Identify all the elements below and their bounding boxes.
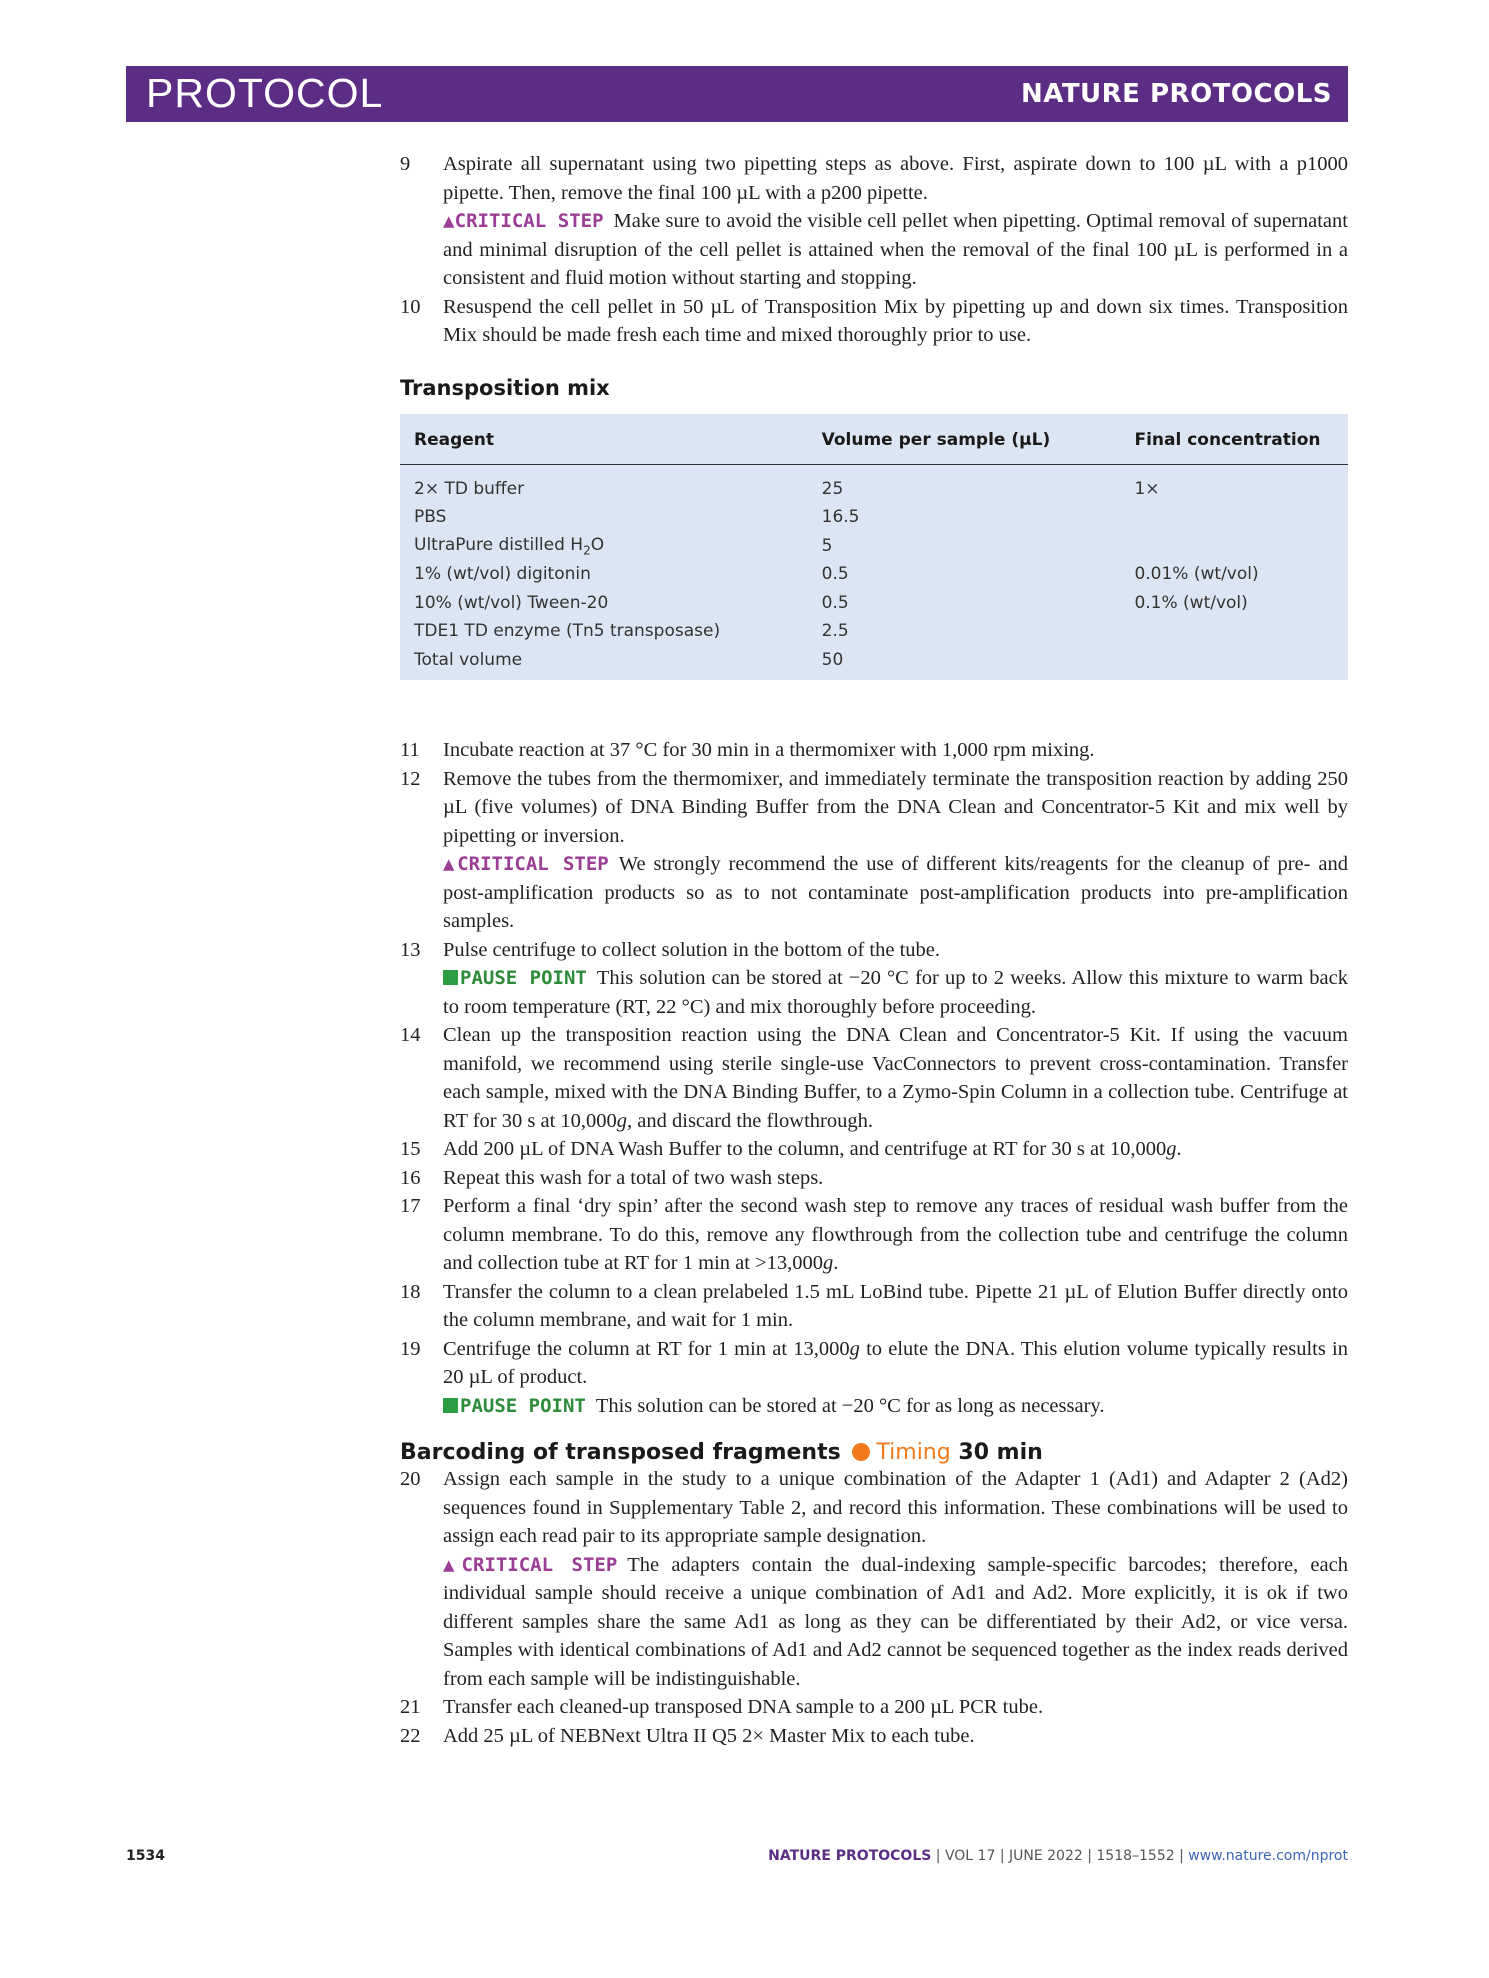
table-row <box>400 646 1348 675</box>
pause-point-note <box>443 1392 1348 1421</box>
table-row <box>400 532 1348 561</box>
critical-step-note <box>443 207 1348 293</box>
step-11 <box>400 736 1348 765</box>
journal-url-link[interactable]: www.nature.com/nprot <box>1188 1848 1348 1864</box>
step-number: 14 <box>400 1024 421 1046</box>
step-number: 9 <box>400 153 411 175</box>
pause-point-note <box>443 964 1348 1021</box>
citation <box>768 1848 1348 1864</box>
step-number: 22 <box>400 1724 421 1747</box>
step-number: 16 <box>400 1166 421 1189</box>
cell-reagent: 1% (wt/vol) digitonin <box>414 564 591 585</box>
timing-dot-icon <box>852 1443 870 1461</box>
step-20 <box>400 1465 1348 1693</box>
warning-triangle-icon: ▲ <box>443 210 455 232</box>
transposition-mix-table <box>400 414 1348 681</box>
step-9 <box>400 150 1348 293</box>
step-text: Aspirate all supernatant using two pipetting steps as above. First, aspirate down to 100 µL with a p1000 pipette. Then, remove the final 100 µL with a p200 pipette. <box>443 153 1348 204</box>
section-heading-barcoding <box>400 1440 1348 1465</box>
column-header-concentration: Final concentration <box>1120 414 1348 465</box>
cell-reagent: PBS <box>414 507 447 528</box>
header-journal-name: NATURE PROTOCOLS <box>1020 79 1332 109</box>
step-text: Add 200 µL of DNA Wash Buffer to the column, and centrifuge at RT for 30 s at 10,000g. <box>443 1138 1182 1160</box>
step-text: Clean up the transposition reaction using the DNA Clean and Concentrator-5 Kit. If using the vacuum manifold, we recommend using sterile single-use VacConnectors to prevent cross-contamination. Transfer each sample, mixed with the DNA Binding Buffer, to a Zymo-Spin Column in a collection tube. Centrifuge at RT for 30 s at 10,000g, and discard the flowthrough. <box>443 1024 1348 1132</box>
step-text: Perform a final ‘dry spin’ after the second wash step to remove any traces of residual wash buffer from the column membrane. To do this, remove any flowthrough from the collection tube and centrifuge the column and collection tube at RT for 1 min at >13,000g. <box>443 1195 1348 1274</box>
table-title: Transposition mix <box>400 375 610 400</box>
step-text: Resuspend the cell pellet in 50 µL of Transposition Mix by pipetting up and down six times. Transposition Mix should be made fresh each time and mixed thoroughly prior to use. <box>443 295 1348 346</box>
cell-reagent: TDE1 TD enzyme (Tn5 transposase) <box>414 621 721 642</box>
cell-reagent: 2× TD buffer <box>414 478 525 499</box>
footer-journal: NATURE PROTOCOLS <box>768 1848 932 1864</box>
pause-square-icon <box>443 1398 458 1413</box>
step-number: 18 <box>400 1280 421 1303</box>
table-row <box>400 589 1348 618</box>
step-14 <box>400 1021 1348 1135</box>
cell-concentration: 0.1% (wt/vol) <box>1134 592 1248 613</box>
table-row <box>400 503 1348 532</box>
pause-point-text: This solution can be stored at −20 °C for up to 2 weeks. Allow this mixture to warm back to room temperature (RT, 22 °C) and mix thoroughly before proceeding. <box>443 967 1348 1018</box>
timing-value: 30 min <box>958 1440 1043 1465</box>
cell-volume: 0.5 <box>821 564 849 585</box>
cell-volume: 5 <box>821 535 833 556</box>
pause-point-label: PAUSE POINT <box>443 1395 586 1417</box>
cell-volume: 0.5 <box>821 592 849 613</box>
column-header-volume: Volume per sample (µL) <box>808 414 1121 465</box>
step-number: 21 <box>400 1696 421 1718</box>
step-number: 13 <box>400 938 421 961</box>
step-text: Pulse centrifuge to collect solution in the bottom of the tube. <box>443 938 941 961</box>
critical-step-label: ▲CRITICAL STEP <box>443 853 609 875</box>
cell-concentration <box>1120 617 1348 646</box>
critical-step-text: We strongly recommend the use of different kits/reagents for the cleanup of pre- and post-amplification products so as to not contaminate post-amplification products into pre-amplification samples. <box>443 853 1348 932</box>
critical-step-label: ▲CRITICAL STEP <box>443 1553 618 1576</box>
main-content <box>400 150 1348 1750</box>
step-18 <box>400 1278 1348 1335</box>
step-21 <box>400 1693 1348 1722</box>
cell-reagent: UltraPure distilled $H_2O$ <box>414 534 605 557</box>
timing-label: Timing <box>876 1440 951 1465</box>
warning-triangle-icon: ▲ <box>443 853 458 875</box>
header-section-label: PROTOCOL <box>146 70 384 116</box>
warning-triangle-icon: ▲ <box>443 1553 462 1576</box>
cell-concentration: 1× <box>1134 478 1160 499</box>
critical-step-label: ▲CRITICAL STEP <box>443 210 604 232</box>
table-row <box>400 617 1348 646</box>
pause-point-text: This solution can be stored at −20 °C for as long as necessary. <box>595 1394 1105 1417</box>
column-header-reagent: Reagent <box>400 414 808 465</box>
cell-concentration <box>1120 503 1348 532</box>
step-12 <box>400 765 1348 936</box>
step-text: Repeat this wash for a total of two wash steps. <box>443 1166 824 1189</box>
step-text: Centrifuge the column at RT for 1 min at 13,000g to elute the DNA. This elution volume typically results in 20 µL of product. <box>443 1337 1348 1388</box>
pause-square-icon <box>443 970 458 985</box>
cell-concentration <box>1120 532 1348 561</box>
cell-volume: 16.5 <box>821 507 860 528</box>
step-text: Assign each sample in the study to a unique combination of the Adapter 1 (Ad1) and Adapter 2 (Ad2) sequences found in Supplementary Table 2, and record this information. These combinations will be used to assign each read pair to its appropriate sample designation. <box>443 1468 1348 1547</box>
step-number: 12 <box>400 767 421 790</box>
footer-volume-info: | VOL 17 | JUNE 2022 | 1518–1552 | <box>931 1848 1189 1864</box>
pause-point-label: PAUSE POINT <box>443 967 587 989</box>
step-number: 20 <box>400 1468 421 1490</box>
critical-step-text: Make sure to avoid the visible cell pellet when pipetting. Optimal removal of supernatant and minimal disruption of the cell pellet is attained when the removal of the final 100 µL is performed in a consistent and fluid motion without starting and stopping. <box>443 210 1348 289</box>
cell-volume: 2.5 <box>821 621 849 642</box>
step-16 <box>400 1164 1348 1193</box>
cell-reagent: Total volume <box>414 649 523 670</box>
step-19 <box>400 1335 1348 1421</box>
step-15 <box>400 1135 1348 1164</box>
cell-volume: 50 <box>821 649 844 670</box>
step-number: 15 <box>400 1138 421 1160</box>
step-number: 10 <box>400 295 421 318</box>
step-text: Transfer the column to a clean prelabeled 1.5 mL LoBind tube. Pipette 21 µL of Elution Buffer directly onto the column membrane, and wait for 1 min. <box>443 1280 1348 1331</box>
critical-step-note <box>443 1551 1348 1694</box>
step-number: 17 <box>400 1195 421 1217</box>
step-10 <box>400 293 1348 350</box>
cell-concentration: 0.01% (wt/vol) <box>1134 564 1259 585</box>
step-number: 11 <box>400 739 420 761</box>
cell-volume: 25 <box>821 478 844 499</box>
step-text: Add 25 µL of NEBNext Ultra II Q5 2× Master Mix to each tube. <box>443 1724 975 1747</box>
step-text: Remove the tubes from the thermomixer, and immediately terminate the transposition reaction by adding 250 µL (five volumes) of DNA Binding Buffer from the DNA Clean and Concentrator-5 Kit and mix well by pipetting or inversion. <box>443 767 1348 847</box>
step-17 <box>400 1192 1348 1278</box>
section-title: Barcoding of transposed fragments <box>400 1440 841 1465</box>
cell-reagent: 10% (wt/vol) Tween-20 <box>414 592 609 613</box>
table-row <box>400 464 1348 503</box>
step-number: 19 <box>400 1337 421 1360</box>
cell-concentration <box>1120 646 1348 675</box>
page-header <box>126 66 1348 122</box>
critical-step-note <box>443 850 1348 936</box>
table-row <box>400 560 1348 589</box>
step-text: Incubate reaction at 37 °C for 30 min in a thermomixer with 1,000 rpm mixing. <box>443 739 1095 761</box>
step-text: Transfer each cleaned-up transposed DNA sample to a 200 µL PCR tube. <box>443 1696 1044 1718</box>
critical-step-text: The adapters contain the dual-indexing sample-specific barcodes; therefore, each individual sample should receive a unique combination of Ad1 and Ad2. More explicitly, it is ok if two different samples share the same Ad1 as long as they can be differentiated by their Ad2, or vice versa. Samples with identical combinations of Ad1 and Ad2 cannot be sequenced together as the index reads derived from each sample will be indistinguishable. <box>443 1553 1348 1690</box>
step-13 <box>400 936 1348 1022</box>
page-number: 1534 <box>126 1848 165 1864</box>
step-22 <box>400 1722 1348 1751</box>
